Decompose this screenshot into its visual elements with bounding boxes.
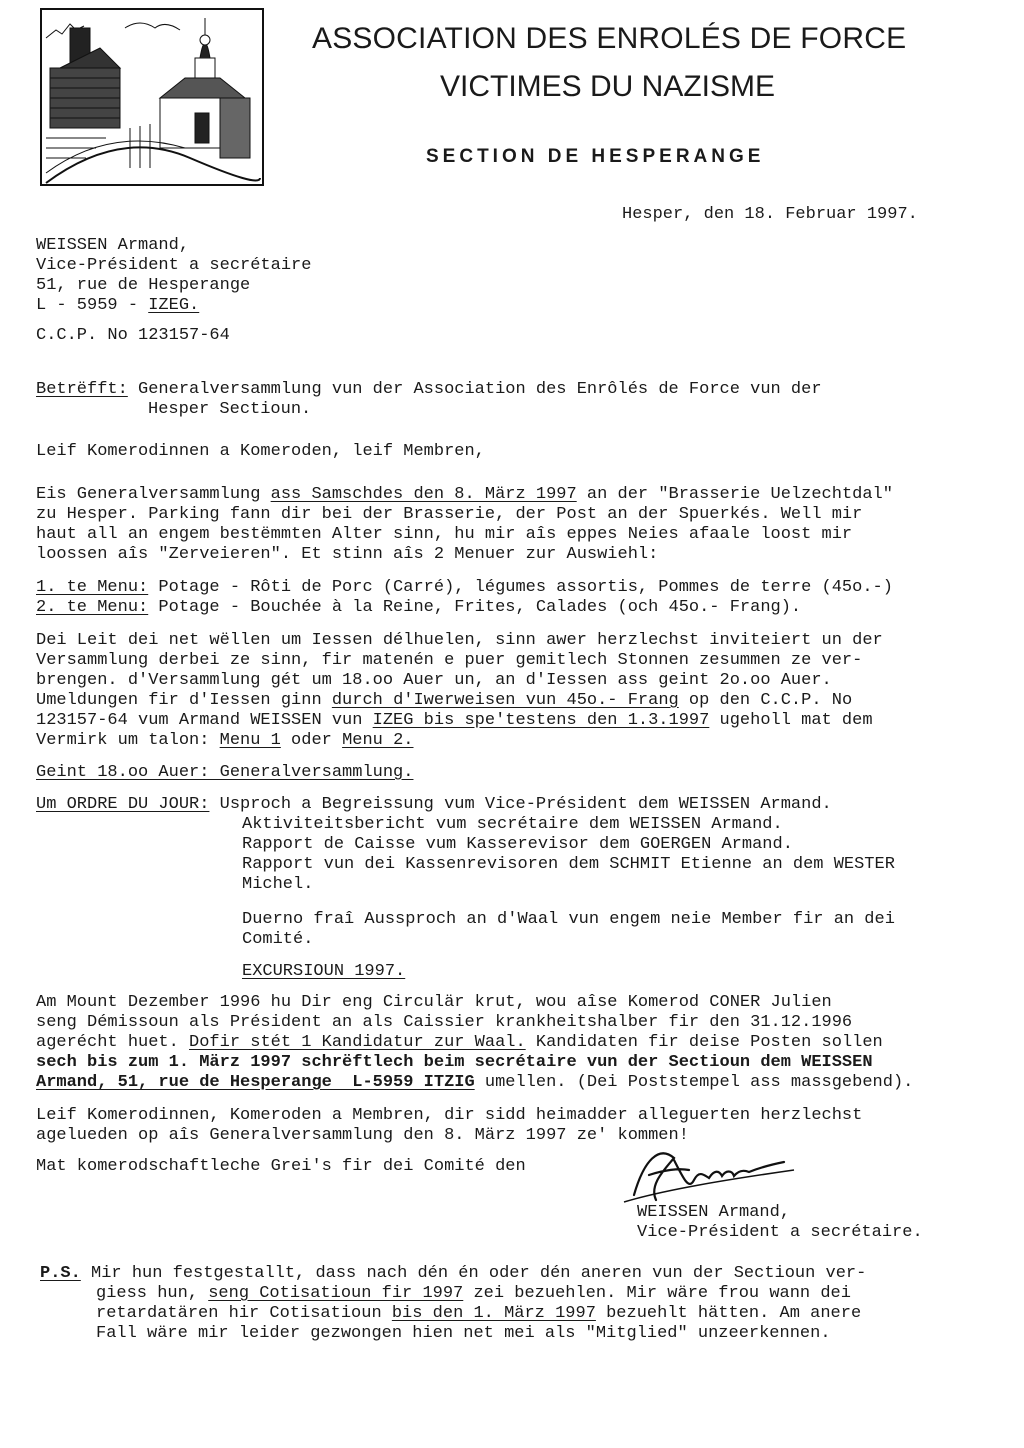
ps-l3-b: bis den 1. März 1997 xyxy=(391,1304,596,1323)
para2-l5-a: 123157-64 vum Armand WEISSEN vun xyxy=(36,711,373,730)
subject-line1 xyxy=(36,380,822,400)
ps-l2-b: seng Cotisatioun fir 1997 xyxy=(208,1284,464,1303)
closing-line2: agelueden op aîs Generalversammlung den 8. März 1997 ze' kommen! xyxy=(36,1126,689,1145)
para2-line6 xyxy=(36,731,414,751)
para2-line2: Versammlung derbei ze sinn, fir matenén e puer gemitlech Stonnen zesummen ze ver- xyxy=(36,651,863,670)
sender-title: Vice-Président a secrétaire xyxy=(36,256,312,275)
para3-line4: sech bis zum 1. März 1997 schrëftlech beim secrétaire vun der Sectioun dem WEISSEN xyxy=(36,1053,873,1072)
ordre-item4: Rapport vun dei Kassenrevisoren dem SCHMIT Etienne an dem WESTER xyxy=(242,855,895,874)
menu2-line xyxy=(36,598,801,618)
sender-city-prefix: L - 5959 - xyxy=(36,296,149,315)
para2-line3: brengen. d'Versammlung gét um 18.oo Auer un, an d'Iessen ass geint 2o.oo Auer. xyxy=(36,671,832,690)
para1-line1 xyxy=(36,485,893,505)
closing-line1: Leif Komerodinnen, Komeroden a Membren, dir sidd heimadder alleguerten herzlechst xyxy=(36,1106,863,1125)
section-title: SECTION DE HESPERANGE xyxy=(426,146,765,167)
para1-line4: loossen aîs "Zerveieren". Et stinn aîs 2 Menuer zur Auswiehl: xyxy=(36,545,659,564)
excursion-heading: EXCURSIOUN 1997. xyxy=(242,962,406,981)
para3-l3-b: Dofir stét 1 Kandidatur zur Waal. xyxy=(189,1033,526,1052)
para3-line2: seng Démissoun als Président an als Caissier krankheitshalber fir den 31.12.1996 xyxy=(36,1013,853,1032)
ordre-item5-cont: Comité. xyxy=(242,930,314,949)
ps-l2-c: zei bezuehlen. Mir wäre frou wann dei xyxy=(463,1284,851,1303)
menu1-label: 1. te Menu: xyxy=(36,578,149,597)
para3-line1: Am Mount Dezember 1996 hu Dir eng Circulär krut, wou aîse Komerod CONER Julien xyxy=(36,993,832,1012)
para2-menu1: Menu 1 xyxy=(219,731,281,750)
para2-l6-a: Vermirk um talon: xyxy=(36,731,220,750)
para2-l5-b: IZEG bis spe'testens den 1.3.1997 xyxy=(372,711,710,730)
para1-line2: zu Hesper. Parking fann dir bei der Brasserie, der Post an der Spuerkés. Well mir xyxy=(36,505,863,524)
menu1-text: Potage - Rôti de Porc (Carré), légumes assortis, Pommes de terre (45o.-) xyxy=(148,578,893,597)
para2-line1: Dei Leit dei net wëllen um Iessen délhuelen, sinn awer herzlechst inviteiert un der xyxy=(36,631,883,650)
ps-line2 xyxy=(96,1284,851,1304)
para2-l4-a: Umeldungen fir d'Iessen ginn xyxy=(36,691,332,710)
para3-l3-c: Kandidaten fir deise Posten sollen xyxy=(525,1033,883,1052)
sender-ccp: C.C.P. No 123157-64 xyxy=(36,326,230,345)
para3-line5 xyxy=(36,1073,913,1093)
sender-name: WEISSEN Armand, xyxy=(36,236,190,255)
sender-city: IZEG. xyxy=(148,296,200,315)
para2-l6-c: oder xyxy=(280,731,343,750)
signature-name: WEISSEN Armand, xyxy=(637,1203,791,1222)
para3-address: Armand, 51, rue de Hesperange L-5959 ITZIG xyxy=(36,1073,475,1092)
sender-city-line xyxy=(36,296,199,316)
para2-l4-c: op den C.C.P. No xyxy=(678,691,853,710)
subject-label: Betrëfft: xyxy=(36,380,128,399)
ps-l3-c: bezuehlt hätten. Am anere xyxy=(595,1304,862,1323)
para3-l5-b: umellen. (Dei Poststempel ass massgebend). xyxy=(474,1073,914,1092)
para2-menu2: Menu 2. xyxy=(342,731,414,750)
menu1-line xyxy=(36,578,893,598)
menu2-label: 2. te Menu: xyxy=(36,598,149,617)
ordre-item5: Duerno fraî Aussproch an d'Waal vun engem neie Member fir an dei xyxy=(242,910,895,929)
ordre-item1: Usproch a Begreissung vum Vice-Président dem WEISSEN Armand. xyxy=(209,795,832,814)
ordre-item4-cont: Michel. xyxy=(242,875,314,894)
menu2-text: Potage - Bouchée à la Reine, Frites, Calades (och 45o.- Frang). xyxy=(148,598,802,617)
ordre-label: Um ORDRE DU JOUR: xyxy=(36,795,210,814)
para1-line3: haut all an engem bestëmmten Alter sinn, hu mir aîs eppes Neies afaale loost mir xyxy=(36,525,853,544)
para1-text-c: an der "Brasserie Uelzechtdal" xyxy=(576,485,893,504)
greeting: Leif Komerodinnen a Komeroden, leif Membren, xyxy=(36,442,485,461)
subject-text1: Generalversammlung vun der Association des Enrôlés de Force vun der xyxy=(127,380,822,399)
para2-l5-c: ugeholl mat dem xyxy=(709,711,873,730)
ordre-item3: Rapport de Caisse vum Kasserevisor dem GOERGEN Armand. xyxy=(242,835,793,854)
para3-l3-a: agerécht huet. xyxy=(36,1033,190,1052)
para3-line3 xyxy=(36,1033,883,1053)
para2-l4-b: durch d'Iwerweisen vun 45o.- Frang xyxy=(331,691,679,710)
letter-date: Hesper, den 18. Februar 1997. xyxy=(622,205,918,224)
geint-line: Geint 18.oo Auer: Generalversammlung. xyxy=(36,763,414,782)
ps-l2-a: giess hun, xyxy=(96,1284,209,1303)
church-village-logo xyxy=(40,8,264,186)
handwritten-signature xyxy=(604,1140,804,1210)
closing-line3: Mat komerodschaftleche Grei's fir dei Comité den xyxy=(36,1157,526,1176)
para1-date-underlined: ass Samschdes den 8. März 1997 xyxy=(270,485,577,504)
org-name-line2: VICTIMES DU NAZISME xyxy=(440,70,776,103)
ps-line3 xyxy=(96,1304,861,1324)
para1-text-a: Eis Generalversammlung xyxy=(36,485,271,504)
ps-label: P.S. xyxy=(40,1264,81,1283)
subject-line2: Hesper Sectioun. xyxy=(148,400,312,419)
org-name-line1: ASSOCIATION DES ENROLÉS DE FORCE xyxy=(312,22,907,55)
ordre-item2: Aktiviteitsbericht vum secrétaire dem WEISSEN Armand. xyxy=(242,815,783,834)
ps-line1 xyxy=(40,1264,866,1284)
sender-street: 51, rue de Hesperange xyxy=(36,276,251,295)
ps-line4: Fall wäre mir leider gezwongen hien net mei als "Mitglied" unzeerkennen. xyxy=(96,1324,831,1343)
ordre-line1 xyxy=(36,795,832,815)
signature-title: Vice-Président a secrétaire. xyxy=(637,1223,923,1242)
ps-l3-a: retardatären hir Cotisatioun xyxy=(96,1304,392,1323)
para2-line4 xyxy=(36,691,852,711)
ps-text1: Mir hun festgestallt, dass nach dén én oder dén aneren vun der Sectioun ver- xyxy=(80,1264,867,1283)
para2-line5 xyxy=(36,711,873,731)
